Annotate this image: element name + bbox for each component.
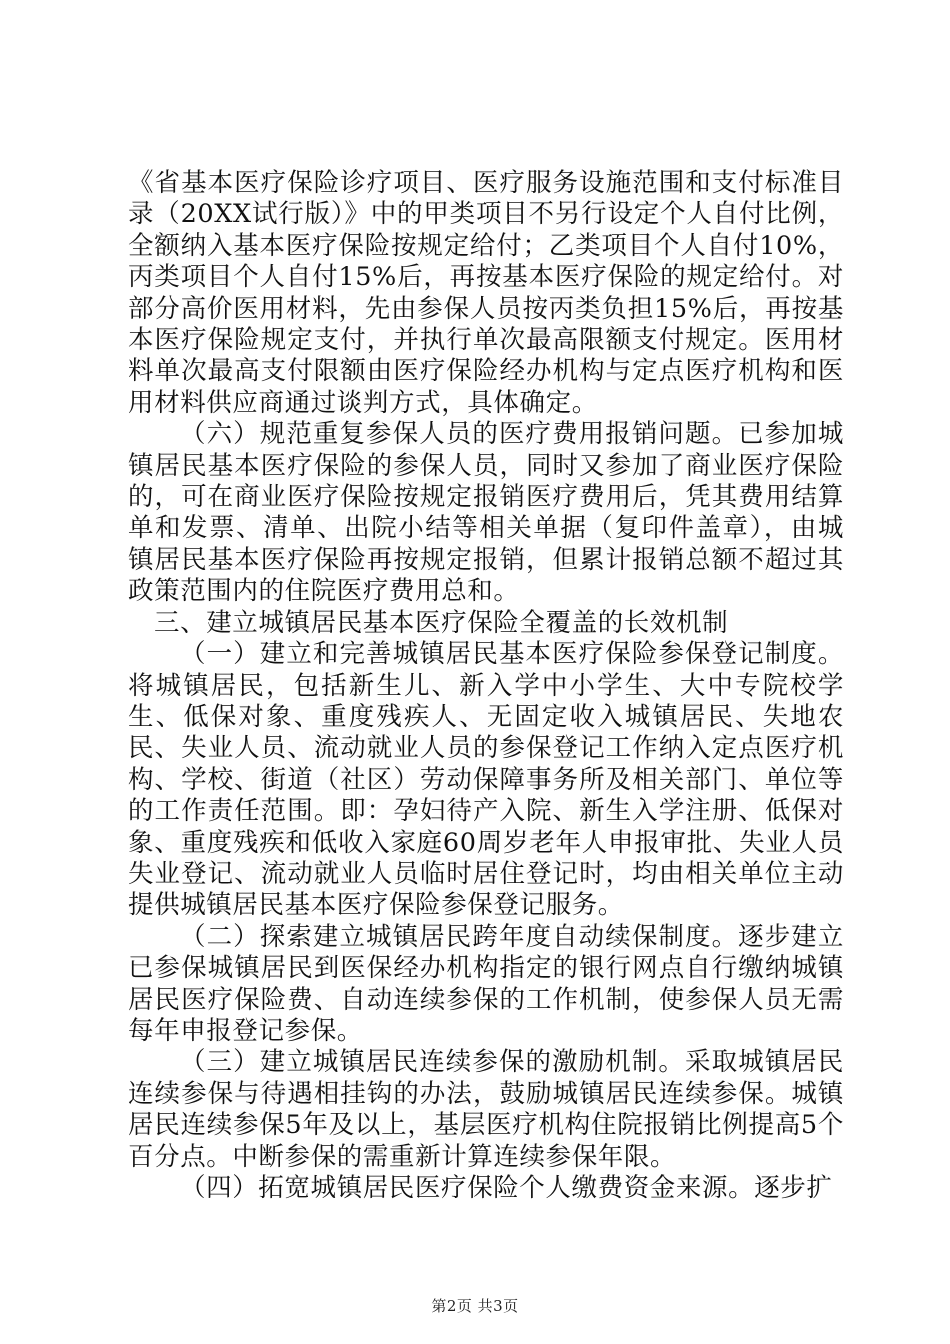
paragraph-registration-system: （一）建立和完善城镇居民基本医疗保险参保登记制度。将城镇居民，包括新生儿、新入学中小学生、大中专院校学生、低保对象、重度残疾人、无固定收入城镇居民、失地农民、失业人员、流动就业人员的参保登记工作纳入定点医疗机构、学校、街道（社区）劳动保障事务所及相关部门、单位等的工作责任范围。即：孕妇待产入院、新生入学注册、低保对象、重度残疾和低收入家庭60周岁老年人申报审批、失业人员失业登记、流动就业人员临时居住登记时，均由相关单位主动提供城镇居民基本医疗保险参保登记服务。 <box>128 639 844 921</box>
page-number-footer: 第2页 共3页 <box>431 1297 519 1315</box>
paragraph-incentive-mechanism: （三）建立城镇居民连续参保的激励机制。采取城镇居民连续参保与待遇相挂钩的办法，鼓励城镇居民连续参保。城镇居民连续参保5年及以上，基层医疗机构住院报销比例提高5个百分点。中断参保的需重新计算连续参保年限。 <box>128 1047 844 1172</box>
document-body <box>128 168 844 1204</box>
section-heading-long-term-mechanism: 三、建立城镇居民基本医疗保险全覆盖的长效机制 <box>154 607 729 638</box>
paragraph-funding-sources: （四）拓宽城镇居民医疗保险个人缴费资金来源。逐步扩 <box>180 1173 833 1203</box>
paragraph-duplicate-insurance: （六）规范重复参保人员的医疗费用报销问题。已参加城镇居民基本医疗保险的参保人员，同时又参加了商业医疗保险的，可在商业医疗保险按规定报销医疗费用后，凭其费用结算单和发票、清单、出院小结等相关单据（复印件盖章），由城镇居民基本医疗保险再按规定报销，但累计报销总额不超过其政策范围内的住院医疗费用总和。 <box>128 419 844 607</box>
paragraph-catalog-payment-rules: 《省基本医疗保险诊疗项目、医疗服务设施范围和支付标准目录（20XX试行版）》中的甲类项目不另行设定个人自付比例，全额纳入基本医疗保险按规定给付；乙类项目个人自付10%，丙类项目个人自付15%后，再按基本医疗保险的规定给付。对部分高价医用材料，先由参保人员按丙类负担15%后，再按基本医疗保险规定支付，并执行单次最高限额支付规定。医用材料单次最高支付限额由医疗保险经办机构与定点医疗机构和医用材料供应商通过谈判方式，具体确定。 <box>128 168 844 418</box>
paragraph-auto-renewal: （二）探索建立城镇居民跨年度自动续保制度。逐步建立已参保城镇居民到医保经办机构指定的银行网点自行缴纳城镇居民医疗保险费、自动连续参保的工作机制，使参保人员无需每年申报登记参保。 <box>128 921 844 1046</box>
